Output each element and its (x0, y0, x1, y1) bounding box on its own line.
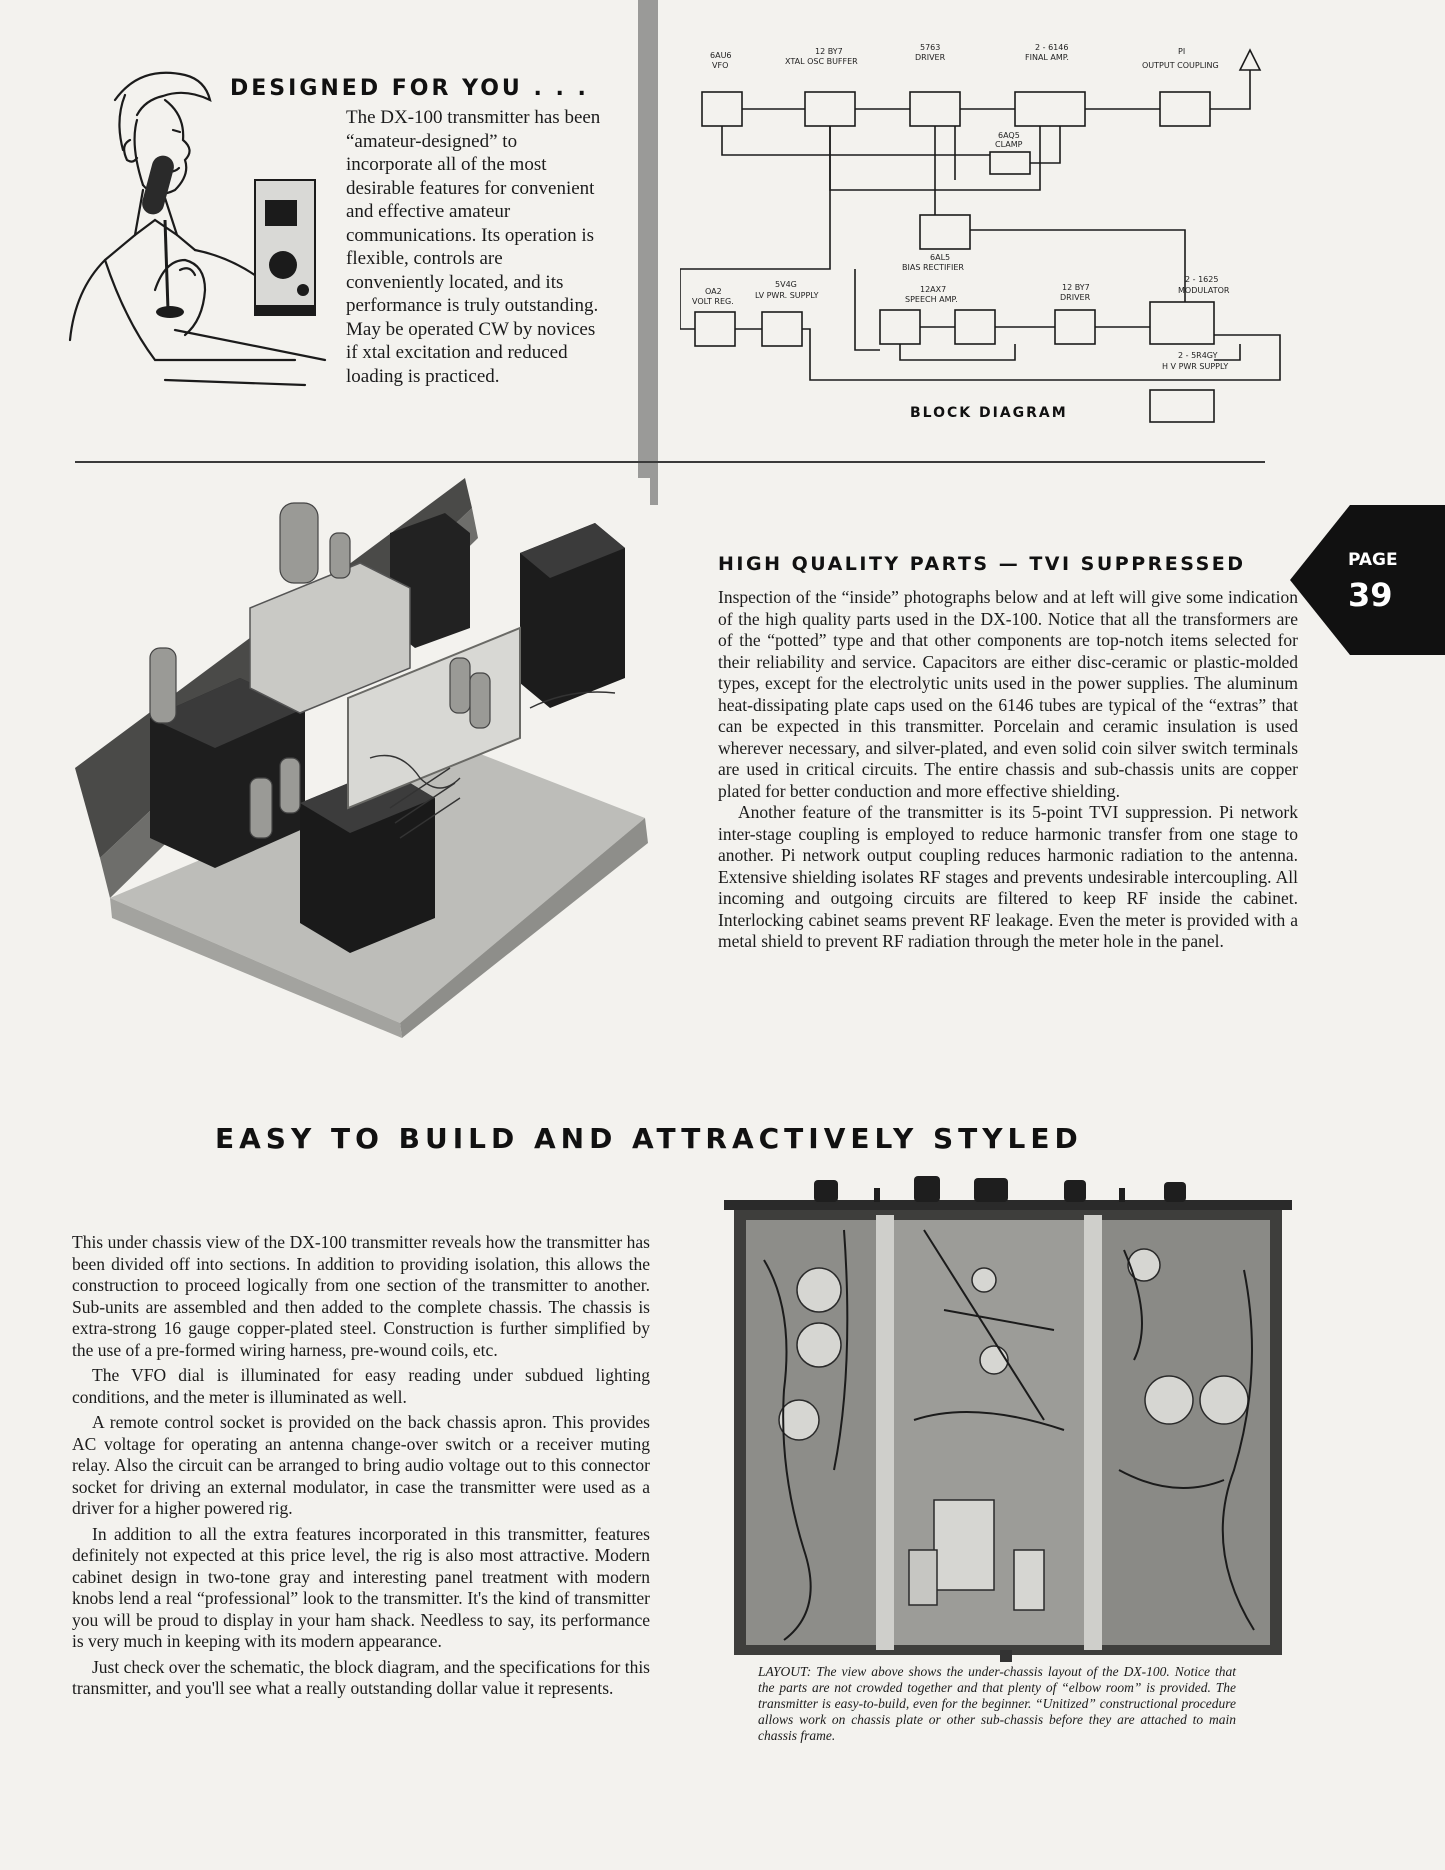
easy-paragraph-4: In addition to all the extra features incorporated in this transmitter, features definitely not expected at this price level, the rig is also most attractive. Modern cabinet design in two-tone gray and interesting panel treatment with modern knobs lend a real “professional” look to the transmitter. It's the kind of transmitter you will be proud to display in your ham shack. Needless to say, its performance is very much in keeping with its modern appearance. (72, 1523, 650, 1651)
label-volt-reg: VOLT REG. (692, 297, 734, 306)
block-diagram-caption: BLOCK DIAGRAM (910, 405, 1068, 421)
block-hv-supply (1150, 390, 1214, 422)
section-divider-rule (75, 461, 1265, 463)
designed-paragraph: The DX-100 transmitter has been “amateur-designed” to incorporate all of the most desirable features for convenient and effective amateur communications. Its operation is flexible, controls are conveniently located, and its performance is truly outstanding. May be operated CW by novices if xtal excitation and reduced loading is practiced. (346, 107, 601, 387)
under-chassis-photo (724, 1170, 1292, 1662)
label-vfo-tube: 6AU6 (710, 51, 732, 60)
block-diagram (680, 40, 1290, 430)
label-vfo: VFO (712, 61, 729, 70)
label-output-coupling: OUTPUT COUPLING (1142, 61, 1219, 70)
label-pi: PI (1178, 47, 1186, 56)
label-mod-driver: DRIVER (1060, 293, 1091, 302)
block-mod-driver (1055, 310, 1095, 344)
hq-paragraph-1: Inspection of the “inside” photographs below and at left will give some indication of the high quality parts used in the DX-100. Notice that all the transformers are of the “potted” type and that other components are top-notch items selected for their reliability and service. Capacitors are either disc-ceramic or plastic-molded types, except for the electrolytic units used in the power supplies. The aluminum heat-dissipating plate caps used on the 6146 tubes are typical of the “extras” that can be expected in this transmitter. Porcelain and ceramic insulation is used wherever necessary, and silver-plated, and even solid coin silver switch terminals are used in critical circuits. The entire chassis and sub-chassis units are copper plated for better conduction and more effective shielding. (718, 587, 1298, 801)
label-volt-tube: OA2 (705, 287, 722, 296)
block-pi-output (1160, 92, 1210, 126)
block-vfo (702, 92, 742, 126)
label-clamp: CLAMP (995, 140, 1023, 149)
label-hv-supply: H V PWR SUPPLY (1162, 362, 1229, 371)
easy-heading: EASY TO BUILD AND ATTRACTIVELY STYLED (215, 1122, 1083, 1155)
block-speech-amp-2 (955, 310, 995, 344)
block-volt-reg (695, 312, 735, 346)
label-modulator-tube: 2 - 1625 (1185, 275, 1219, 284)
label-lv-supply: LV PWR. SUPPLY (755, 291, 819, 300)
operator-illustration (45, 60, 345, 400)
label-final: FINAL AMP. (1025, 53, 1069, 62)
label-clamp-tube: 6AQ5 (998, 131, 1020, 140)
label-bias-tube: 6AL5 (930, 253, 951, 262)
label-mod-driver-tube: 12 BY7 (1062, 283, 1090, 292)
label-lv-tube: 5V4G (775, 280, 797, 289)
block-bias-rectifier (920, 215, 970, 249)
label-osc-tube: 12 BY7 (815, 47, 843, 56)
block-driver (910, 92, 960, 126)
easy-paragraph-2: The VFO dial is illuminated for easy reading under subdued lighting conditions, and the meter is illuminated as well. (72, 1365, 650, 1407)
label-modulator: MODULATOR (1178, 286, 1230, 295)
easy-body (72, 1232, 650, 1704)
block-speech-amp-1 (880, 310, 920, 344)
label-hv-tube: 2 - 5R4GY (1178, 351, 1218, 360)
easy-paragraph-3: A remote control socket is provided on the back chassis apron. This provides AC voltage for operating an antenna change-over switch or a receiver muting relay. Also the circuit can be arranged to bring audio voltage out to this connector socket for driving an external modulator, in case the transmitter were used as a driver for a higher powered rig. (72, 1412, 650, 1518)
block-clamp (990, 152, 1030, 174)
page-number: 39 (1348, 576, 1393, 614)
label-driver-tube: 5763 (920, 43, 941, 52)
block-modulator (1150, 302, 1214, 344)
block-lv-supply (762, 312, 802, 346)
block-final-amp (1015, 92, 1085, 126)
easy-paragraph-1: This under chassis view of the DX-100 transmitter reveals how the transmitter has been divided off into sections. In addition to providing isolation, this allows the construction to proceed logically from one section of the transmitter to another. Sub-units are assembled and then added to the complete chassis. The chassis is extra-strong 16 gauge copper-plated steel. Construction is further simplified by the use of a pre-formed wiring harness, pre-wound coils, etc. (72, 1232, 650, 1360)
hq-paragraph-2: Another feature of the transmitter is its 5-point TVI suppression. Pi network inter-stage coupling is employed to reduce harmonic transfer from one stage to another. Pi network output coupling reduces harmonic radiation to the antenna. Extensive shielding isolates RF stages and prevents undesirable intercoupling. All incoming and outgoing circuits are filtered to keep RF inside the cabinet. Interlocking cabinet seams prevent RF leakage. Even the meter is provided with a metal shield to prevent RF radiation through the meter hole in the panel. (718, 802, 1298, 951)
block-xtal-osc (805, 92, 855, 126)
hq-heading: HIGH QUALITY PARTS — TVI SUPPRESSED (718, 553, 1246, 575)
label-driver: DRIVER (915, 53, 946, 62)
label-speech-tube: 12AX7 (920, 285, 947, 294)
label-speech-amp: SPEECH AMP. (905, 295, 958, 304)
page-tab-label: PAGE (1348, 550, 1398, 570)
label-final-tube: 2 - 6146 (1035, 43, 1069, 52)
chassis-top-photo (70, 478, 650, 1038)
label-bias: BIAS RECTIFIER (902, 263, 964, 272)
easy-paragraph-5: Just check over the schematic, the block diagram, and the specifications for this transmitter, and you'll see what a really outstanding dollar value it represents. (72, 1656, 650, 1698)
hq-body (718, 587, 1298, 953)
label-osc: XTAL OSC BUFFER (785, 57, 858, 66)
layout-caption: LAYOUT: The view above shows the under-chassis layout of the DX-100. Notice that the parts are not crowded together and that plenty of “elbow room” is provided. The transmitter is easy-to-build, even for the beginner. “Unitized” constructional procedure allows work on chassis plate or other sub-chassis before they are attached to main chassis frame. (758, 1664, 1236, 1743)
designed-heading: DESIGNED FOR YOU . . . (230, 76, 589, 101)
column-divider-bar (638, 0, 658, 505)
